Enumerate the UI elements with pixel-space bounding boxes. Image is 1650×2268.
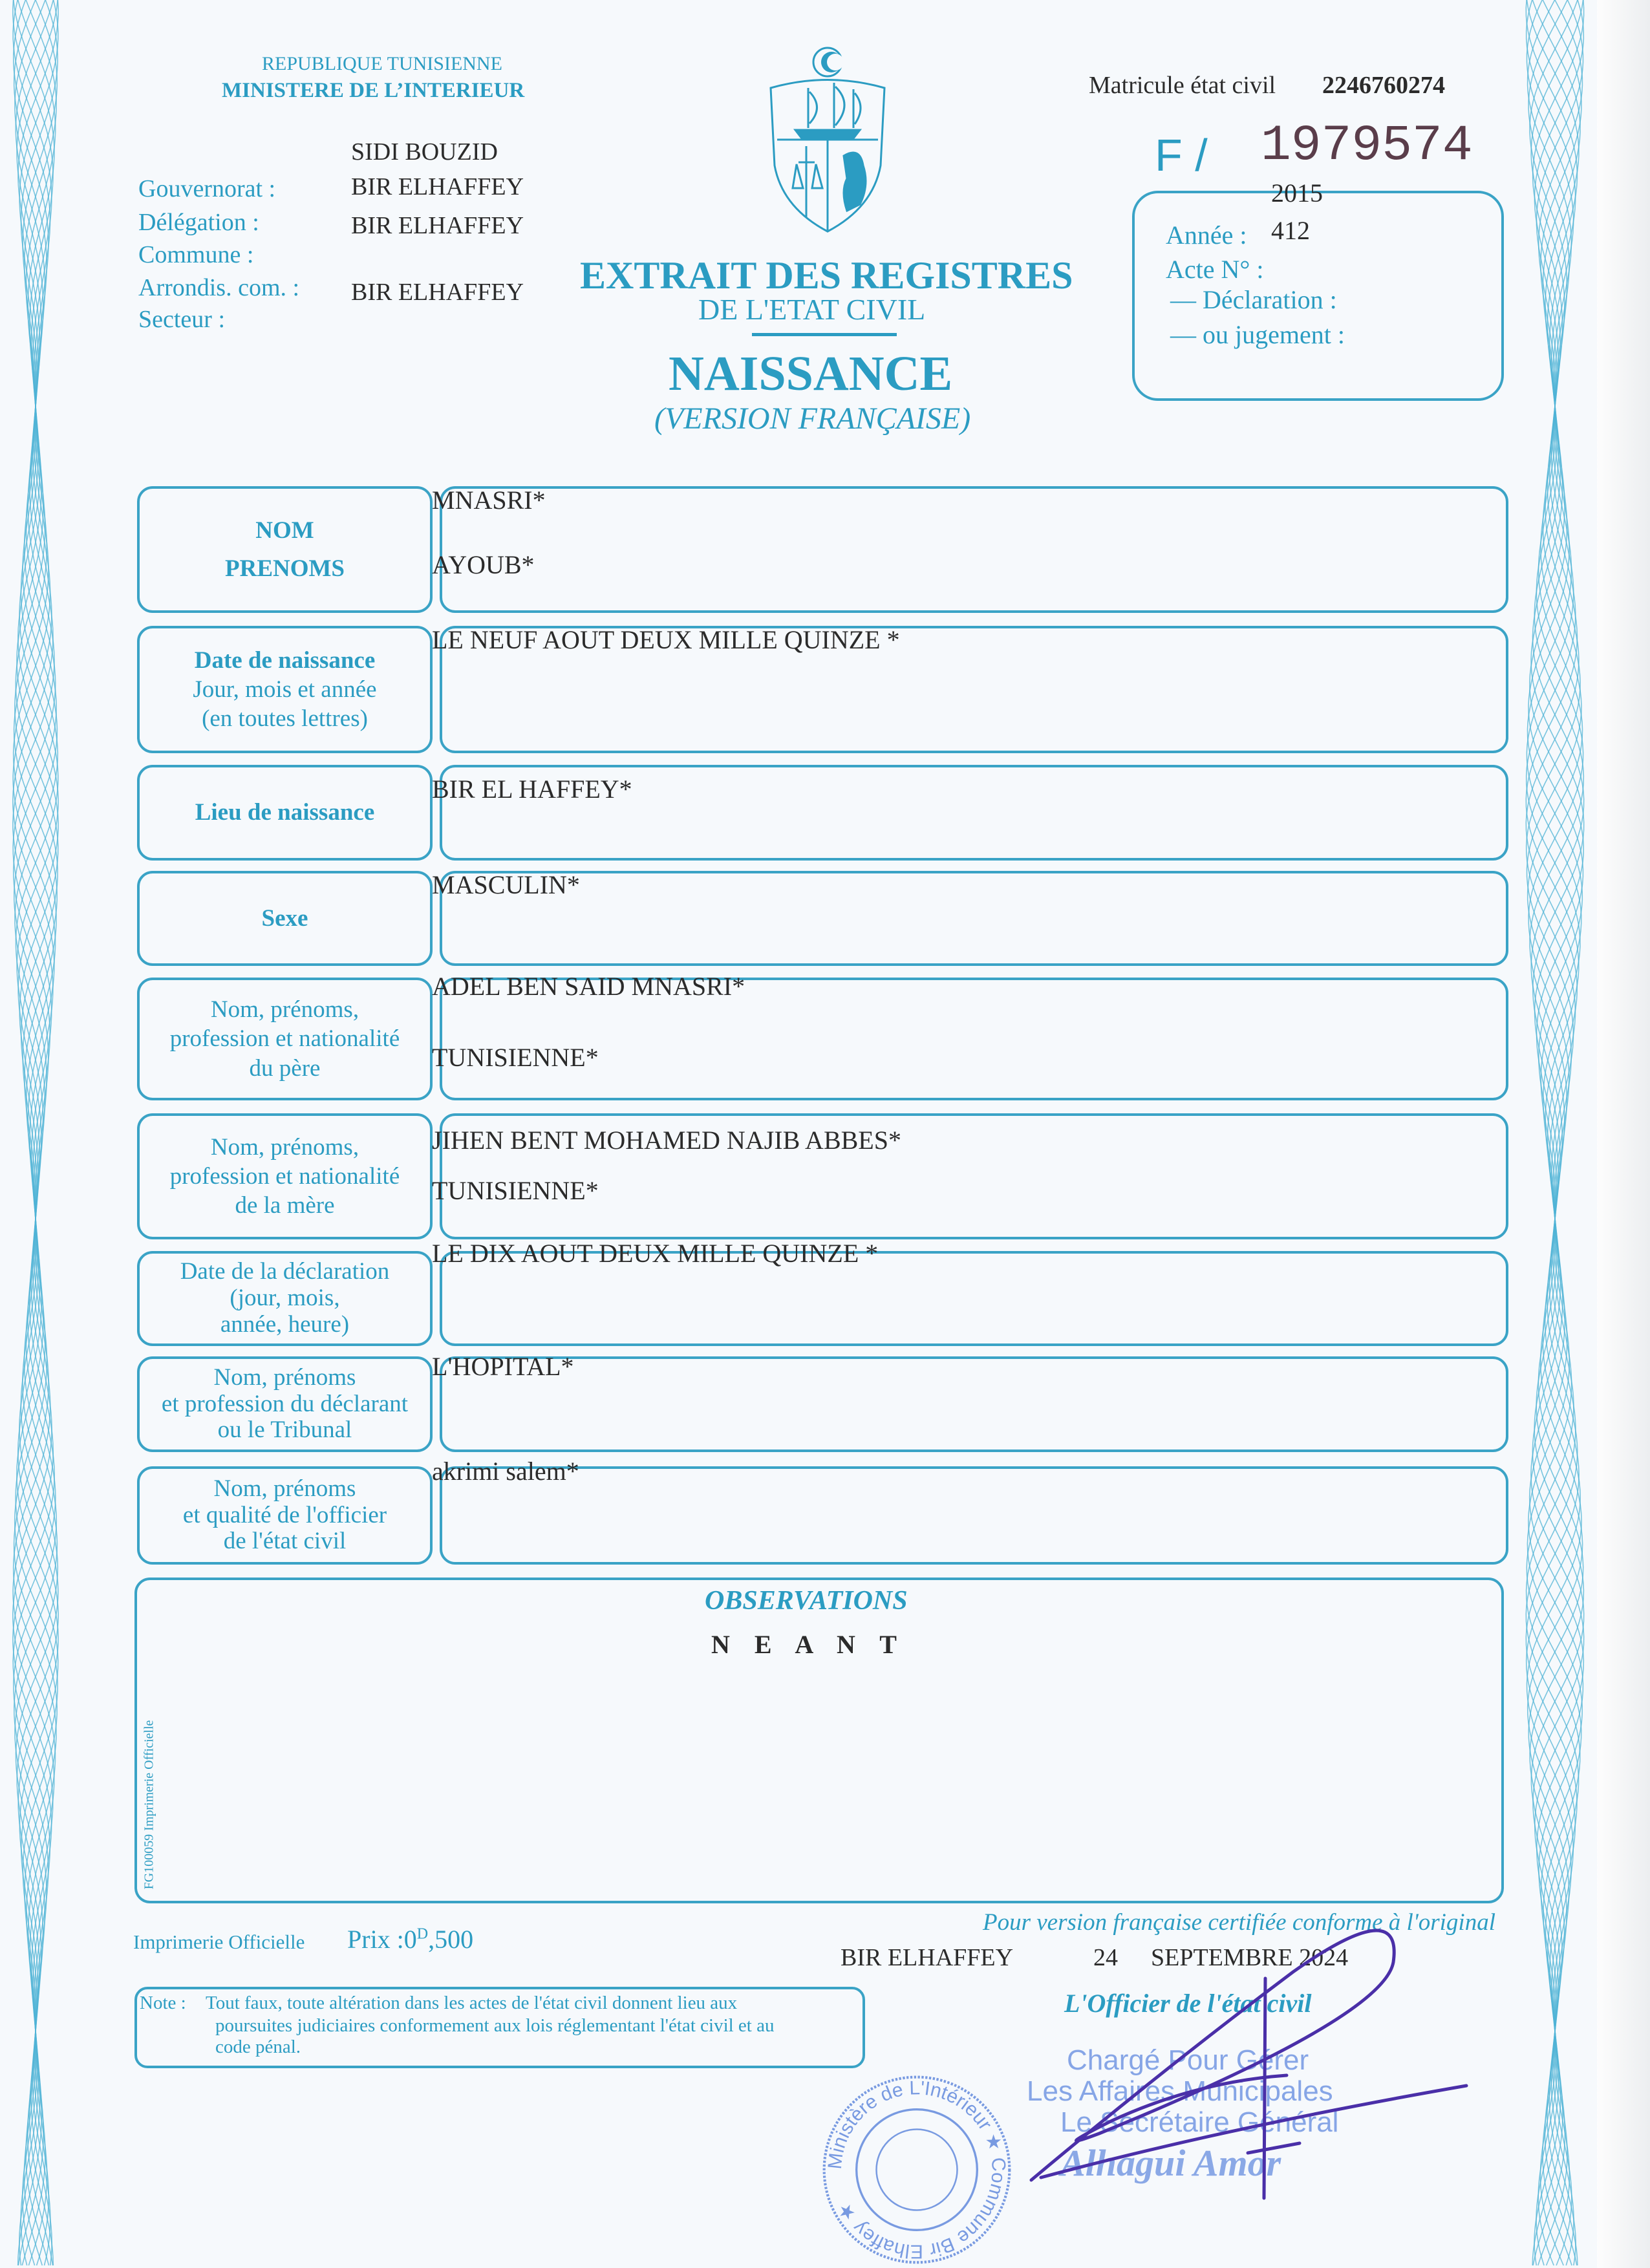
arrondissement-label: Arrondis. com. :: [138, 274, 300, 301]
serial-number: 1979574: [1261, 118, 1473, 175]
matricule-value: 2246760274: [1322, 72, 1445, 99]
value-pere: ADEL BEN SAID MNASRI*: [432, 972, 745, 1001]
title-etat-civil: DE L'ETAT CIVIL: [698, 293, 926, 326]
registry-year: 2015: [1271, 178, 1323, 208]
stamp-official-line-3: Le Secrétaire Général: [1060, 2106, 1339, 2138]
label-line: Lieu de naissance: [195, 799, 375, 826]
label-line: profession et nationalité: [169, 1025, 400, 1053]
label-line: Date de naissance: [194, 647, 376, 674]
value-date-naissance: LE NEUF AOUT DEUX MILLE QUINZE *: [432, 625, 900, 654]
stamp-ring-text: Ministère de L'Intérieur ★ Commune Bir Elhaffey ★: [824, 2077, 1010, 2262]
label-prenoms: PRENOMS: [225, 555, 345, 582]
delegation-value: BIR ELHAFFEY: [351, 173, 524, 200]
label-line: et qualité de l'officier: [182, 1501, 387, 1528]
label-line: Nom, prénoms,: [210, 996, 359, 1023]
certified-text: Pour version française certifiée conforme à l'original: [982, 1909, 1495, 1936]
note-line-3: code pénal.: [215, 2037, 301, 2057]
label-line: Date de la déclaration: [180, 1258, 390, 1285]
label-line: et profession du déclarant: [161, 1390, 409, 1417]
issue-day: 24: [1093, 1944, 1118, 1971]
title-version: (VERSION FRANÇAISE): [654, 401, 971, 436]
value-sexe: MASCULIN*: [432, 870, 580, 899]
label-line: Sexe: [261, 904, 308, 932]
f-prefix: F /: [1155, 130, 1208, 180]
annee-value: 412: [1271, 216, 1310, 245]
printer-label: Imprimerie Officielle: [133, 1931, 305, 1953]
governorate-label: Gouvernorat :: [138, 175, 276, 202]
value-date-declaration: LE DIX AOUT DEUX MILLE QUINZE *: [432, 1239, 879, 1268]
arrondissement-value: BIR ELHAFFEY: [351, 279, 524, 306]
label-line: Jour, mois et année: [193, 676, 377, 703]
value-lieu-naissance: BIR EL HAFFEY*: [432, 775, 632, 804]
declaration-label: — Déclaration :: [1170, 285, 1337, 314]
governorate-value-top: SIDI BOUZID: [351, 138, 498, 166]
label-nom: NOM: [255, 517, 314, 544]
title-naissance: NAISSANCE: [669, 347, 953, 401]
annee-label: Année :: [1166, 220, 1247, 250]
stamp-official-line-2: Les Affaires Municipales: [1027, 2075, 1333, 2107]
issue-place: BIR ELHAFFEY: [841, 1944, 1014, 1971]
note-line-2: poursuites judiciaires conformement aux lois réglementant l'état civil et au: [215, 2015, 775, 2036]
value-mere: JIHEN BENT MOHAMED NAJIB ABBES*: [432, 1126, 901, 1155]
value-declarant: L'HOPITAL*: [432, 1352, 574, 1381]
label-line: (en toutes lettres): [202, 705, 368, 733]
observations-value: N E A N T: [711, 1630, 906, 1659]
price-prefix: Prix :0: [347, 1925, 417, 1954]
label-line: année, heure): [220, 1311, 350, 1338]
stamp-official-name: Alhagui Amor: [1060, 2142, 1281, 2184]
label-line: (jour, mois,: [230, 1285, 340, 1312]
label-line: de la mère: [235, 1192, 335, 1219]
republic-label: REPUBLIQUE TUNISIENNE: [262, 53, 502, 74]
price-currency: D: [416, 1925, 429, 1943]
value-nom: MNASRI*: [432, 486, 546, 515]
issue-month-year: SEPTEMBRE 2024: [1151, 1944, 1349, 1971]
commune-value: BIR ELHAFFEY: [351, 212, 524, 239]
label-line: Nom, prénoms: [213, 1364, 356, 1391]
price-suffix: ,500: [428, 1925, 474, 1954]
label-line: profession et nationalité: [169, 1162, 400, 1190]
value-officier: akrimi salem*: [432, 1457, 579, 1486]
label-line: du père: [249, 1054, 321, 1082]
label-line: Nom, prénoms,: [210, 1133, 359, 1161]
label-line: ou le Tribunal: [217, 1417, 352, 1444]
secteur-label: Secteur :: [138, 306, 226, 333]
label-line: Nom, prénoms: [213, 1475, 356, 1502]
acte-label: Acte N° :: [1166, 255, 1264, 284]
note-line-1: Tout faux, toute altération dans les actes de l'état civil donnent lieu aux: [206, 1993, 738, 2013]
title-extrait: EXTRAIT DES REGISTRES: [580, 254, 1073, 297]
ministry-label: MINISTERE DE L’INTERIEUR: [222, 79, 525, 102]
observations-title: OBSERVATIONS: [705, 1586, 908, 1616]
stamp-official-line-1: Chargé Pour Gérer: [1067, 2044, 1309, 2076]
value-mere-nationalite: TUNISIENNE*: [432, 1176, 599, 1205]
side-print-code: FG100059 Imprimerie Officielle: [142, 1720, 156, 1890]
value-pere-nationalite: TUNISIENNE*: [432, 1043, 599, 1072]
officer-title: L'Officier de l'état civil: [1064, 1989, 1312, 2018]
jugement-label: — ou jugement :: [1170, 320, 1345, 349]
commune-label: Commune :: [138, 241, 254, 268]
delegation-label: Délégation :: [138, 209, 259, 236]
matricule-label: Matricule état civil: [1089, 72, 1276, 99]
value-prenoms: AYOUB*: [432, 550, 535, 579]
label-line: de l'état civil: [223, 1528, 347, 1555]
note-label: Note :: [140, 1993, 186, 2013]
